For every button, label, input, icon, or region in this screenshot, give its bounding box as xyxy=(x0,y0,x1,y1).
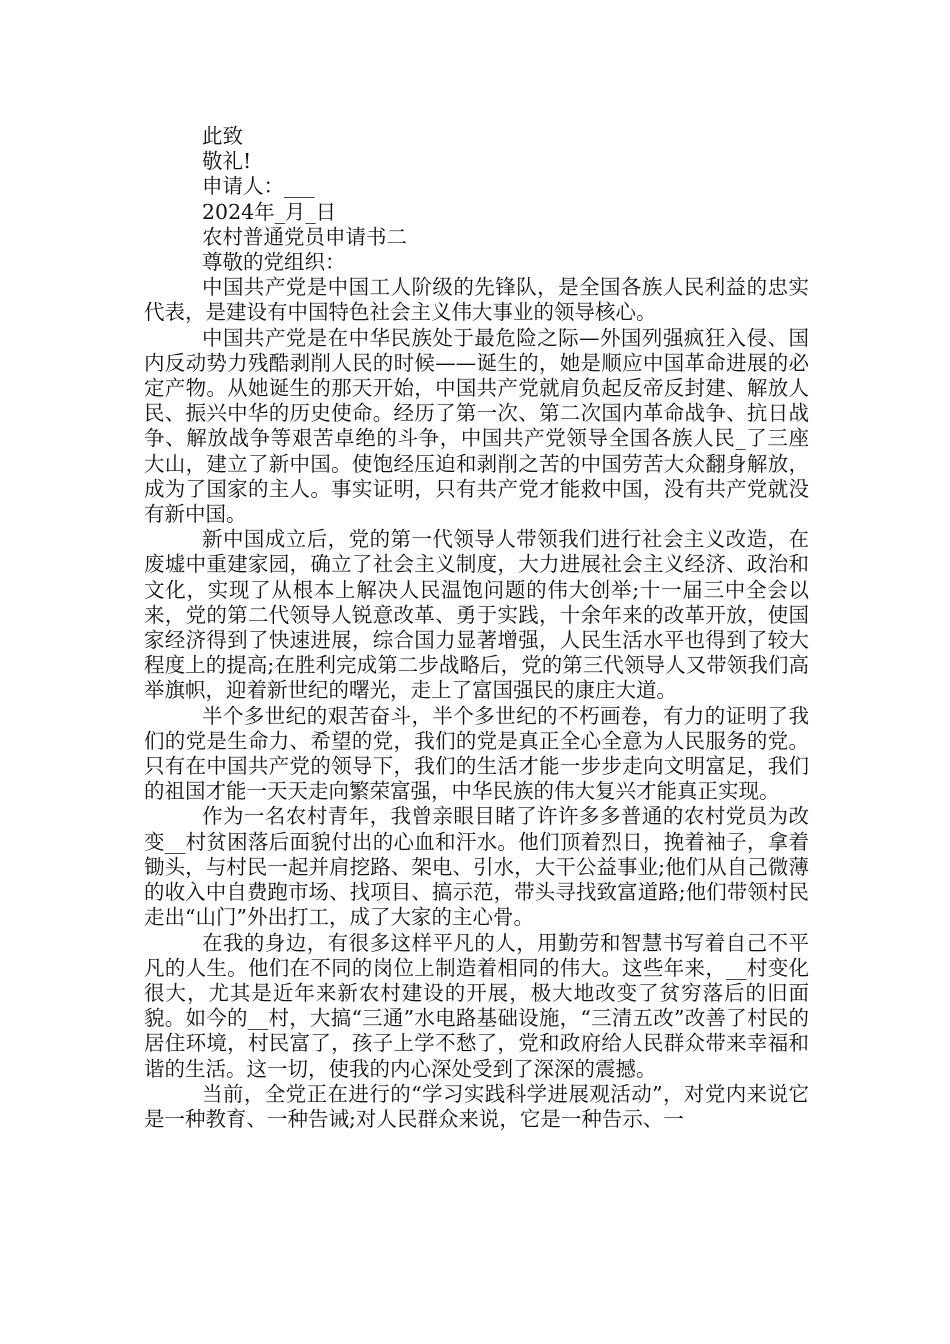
salute-line: 敬礼! xyxy=(202,149,252,174)
closing-line: 此致 xyxy=(202,124,243,148)
document-page xyxy=(144,124,809,1132)
paragraph-4: 半个多世纪的艰苦奋斗，半个多世纪的不朽画卷，有力的证明了我们的党是生命力、希望的党，我们的党是真正全心全意为人民服务的党。只有在中国共产党的领导下，我们的生活才能一步步走向文明富足，我们的祖国才能一天天走向繁荣富强，中华民族的伟大复兴才能真正实现。 xyxy=(144,703,809,804)
paragraph-2: 中国共产党是在中华民族处于最危险之际—外国列强疯狂入侵、国内反动势力残酷剥削人民的时候——诞生的，她是顺应中国革命进展的必定产物。从她诞生的那天开始，中国共产党就肩负起反帝反封建、解放人民、振兴中华的历史使命。经历了第一次、第二次国内革命战争、抗日战争、解放战争等艰苦卓绝的斗争，中国共产党领导全国各族人民_了三座大山，建立了新中国。使饱经压迫和剥削之苦的中国劳苦大众翻身解放，成为了国家的主人。事实证明，只有共产党才能救中国，没有共产党就没有新中国。 xyxy=(144,325,809,527)
paragraph-6: 在我的身边，有很多这样平凡的人，用勤劳和智慧书写着自己不平凡的人生。他们在不同的岗位上制造着相同的伟大。这些年来，__村变化很大，尤其是近年来新农村建设的开展，极大地改变了贫穷落后的旧面貌。如今的__村，大搞“三通”水电路基础设施，“三清五改”改善了村民的居住环境，村民富了，孩子上学不愁了，党和政府给人民群众带来幸福和谐的生活。这一切，使我的内心深处受到了深深的震撼。 xyxy=(144,930,809,1081)
date-line: 2024年_月_日 xyxy=(202,199,337,224)
paragraph-3: 新中国成立后，党的第一代领导人带领我们进行社会主义改造，在废墟中重建家园，确立了社会主义制度，大力进展社会主义经济、政治和文化，实现了从根本上解决人民温饱问题的伟大创举;十一届三中全会以来，党的第二代领导人锐意改革、勇于实践，十余年来的改革开放，使国家经济得到了快速进展，综合国力显著增强，人民生活水平也得到了较大程度上的提高;在胜利完成第二步战略后，党的第三代领导人又带领我们高举旗帜，迎着新世纪的曙光，走上了富国强民的康庄大道。 xyxy=(144,527,809,703)
section-title: 农村普通党员申请书二 xyxy=(202,224,407,249)
salutation: 尊敬的党组织： xyxy=(202,250,346,275)
applicant-line: 申请人：___ xyxy=(202,174,315,199)
paragraph-7: 当前，全党正在进行的“学习实践科学进展观活动”，对党内来说它是一种教育、一种告诫;对人民群众来说，它是一种告示、一 xyxy=(144,1081,809,1131)
paragraph-1: 中国共产党是中国工人阶级的先锋队，是全国各族人民利益的忠实代表，是建设有中国特色社会主义伟大事业的领导核心。 xyxy=(144,275,809,325)
paragraph-5: 作为一名农村青年，我曾亲眼目睹了许许多多普通的农村党员为改变__村贫困落后面貌付出的心血和汗水。他们顶着烈日，挽着袖子，拿着锄头，与村民一起并肩挖路、架电、引水，大干公益事业;他们从自己微薄的收入中自费跑市场、找项目、搞示范，带头寻找致富道路;他们带领村民走出“山门”外出打工，成了大家的主心骨。 xyxy=(144,804,809,930)
